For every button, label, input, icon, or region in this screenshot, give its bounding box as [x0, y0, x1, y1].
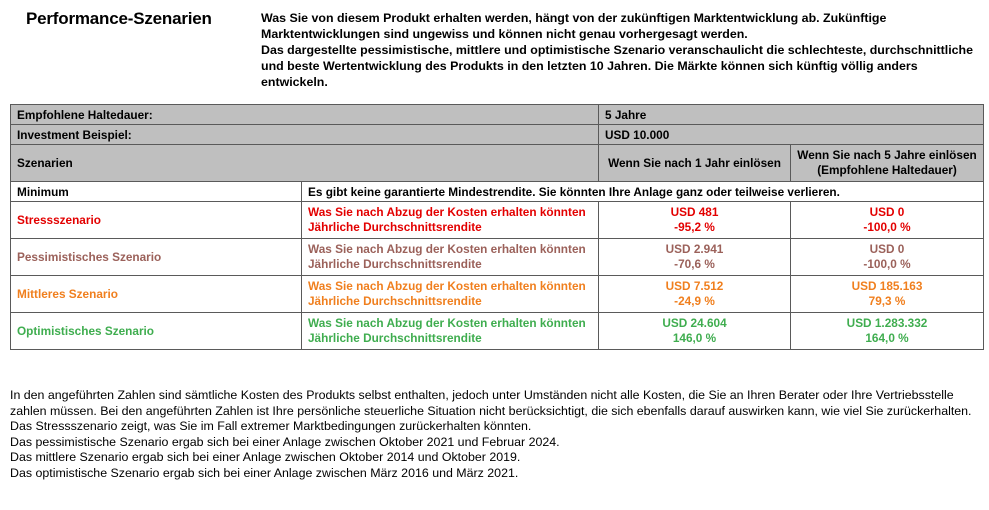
footer-note: Das optimistische Szenario ergab sich bei einer Anlage zwischen März 2016 und März 2021.: [10, 465, 519, 480]
return-pct: -95,2 %: [674, 220, 715, 234]
amount: USD 2.941: [665, 242, 724, 256]
scenario-desc-line: Was Sie nach Abzug der Kosten erhalten könnten: [308, 205, 586, 219]
amount: USD 7.512: [665, 279, 724, 293]
amount: USD 0: [869, 242, 905, 256]
scenario-description: [302, 276, 599, 313]
return-pct: 146,0 %: [672, 331, 717, 345]
return-pct: -100,0 %: [863, 220, 911, 234]
scenario-name: Stressszenario: [11, 202, 302, 239]
intro-text: [261, 10, 976, 90]
scenario-description: [302, 202, 599, 239]
performance-table: [10, 104, 984, 350]
footer-note: Das Stressszenario zeigt, was Sie im Fall extremer Marktbedingungen zurückerhalten könnten.: [10, 419, 532, 433]
return-pct: -70,6 %: [674, 257, 715, 271]
col-5-years-header-line: Wenn Sie nach 5 Jahre einlösen: [797, 148, 977, 162]
scenario-description: [302, 313, 599, 350]
scenario-row-pessimistic: [11, 239, 984, 276]
scenario-row-stress: [11, 202, 984, 239]
scenario-desc-line: Was Sie nach Abzug der Kosten erhalten könnten: [308, 316, 586, 330]
scenario-1-year-value: [599, 202, 791, 239]
minimum-row: [11, 182, 984, 202]
holding-period-value: 5 Jahre: [599, 105, 984, 125]
scenario-5-years-value: [791, 313, 984, 350]
amount: USD 481: [670, 205, 719, 219]
amount: USD 1.283.332: [846, 316, 928, 330]
scenario-1-year-value: [599, 276, 791, 313]
table-row: [11, 105, 984, 125]
scenarios-header: Szenarien: [11, 145, 599, 182]
scenario-desc-line: Was Sie nach Abzug der Kosten erhalten könnten: [308, 242, 586, 256]
scenario-row-optimistic: [11, 313, 984, 350]
scenario-desc-line: Jährliche Durchschnittsrendite: [308, 331, 482, 345]
investment-label: Investment Beispiel:: [11, 125, 599, 145]
return-pct: 79,3 %: [868, 294, 906, 308]
table-header-row: [11, 145, 984, 182]
scenario-5-years-value: [791, 276, 984, 313]
scenario-desc-line: Jährliche Durchschnittsrendite: [308, 220, 482, 234]
amount: USD 0: [869, 205, 905, 219]
scenario-desc-line: Was Sie nach Abzug der Kosten erhalten könnten: [308, 279, 586, 293]
holding-period-label: Empfohlene Haltedauer:: [11, 105, 599, 125]
col-5-years-header-line: (Empfohlene Haltedauer): [817, 163, 957, 177]
scenario-5-years-value: [791, 239, 984, 276]
intro-paragraph: Was Sie von diesem Produkt erhalten werden, hängt von der zukünftigen Marktentwicklung ab. Zukünftige Marktentwicklungen sind ungewiss und können nicht genau vorhergesagt werden.: [261, 11, 887, 41]
amount: USD 185.163: [851, 279, 923, 293]
scenario-name: Pessimistisches Szenario: [11, 239, 302, 276]
return-pct: -100,0 %: [863, 257, 911, 271]
col-1-year-header: Wenn Sie nach 1 Jahr einlösen: [599, 145, 791, 182]
investment-value: USD 10.000: [599, 125, 984, 145]
footer-note: Das pessimistische Szenario ergab sich bei einer Anlage zwischen Oktober 2021 und Februar 2024.: [10, 434, 560, 449]
scenario-name: Optimistisches Szenario: [11, 313, 302, 350]
table-row: [11, 125, 984, 145]
minimum-text: Es gibt keine garantierte Mindestrendite. Sie könnten Ihre Anlage ganz oder teilweise verlieren.: [302, 182, 984, 202]
return-pct: -24,9 %: [674, 294, 715, 308]
scenario-5-years-value: [791, 202, 984, 239]
page-title: Performance-Szenarien: [26, 9, 212, 28]
minimum-label: Minimum: [11, 182, 302, 202]
footer-note: Das mittlere Szenario ergab sich bei einer Anlage zwischen Oktober 2014 und Oktober 2019.: [10, 450, 521, 464]
amount: USD 24.604: [662, 316, 727, 330]
intro-paragraph: Das dargestellte pessimistische, mittlere und optimistische Szenario veranschaulicht die schlechteste, durchschnittliche und beste Wertentwicklung des Produkts in den letzten 10 Jahren. Die Märkte können sich künftig völlig anders entwickeln.: [261, 43, 974, 89]
scenario-name: Mittleres Szenario: [11, 276, 302, 313]
col-5-years-header: [791, 145, 984, 182]
footer-notes: [10, 388, 980, 481]
scenario-desc-line: Jährliche Durchschnittsrendite: [308, 257, 482, 271]
scenario-row-moderate: [11, 276, 984, 313]
footer-note: In den angeführten Zahlen sind sämtliche Kosten des Produkts selbst enthalten, jedoch unter Umständen nicht alle Kosten, die Sie an Ihren Berater oder Ihre Vertriebsstelle zahlen müssen. Bei den angeführten Zahlen ist Ihre persönliche steuerliche Situation nicht berücksichtigt, die sich ebenfalls darauf auswirken kann, wie viel Sie zurückerhalten.: [10, 388, 972, 418]
scenario-1-year-value: [599, 239, 791, 276]
scenario-description: [302, 239, 599, 276]
return-pct: 164,0 %: [865, 331, 909, 345]
scenario-desc-line: Jährliche Durchschnittsrendite: [308, 294, 482, 308]
scenario-1-year-value: [599, 313, 791, 350]
